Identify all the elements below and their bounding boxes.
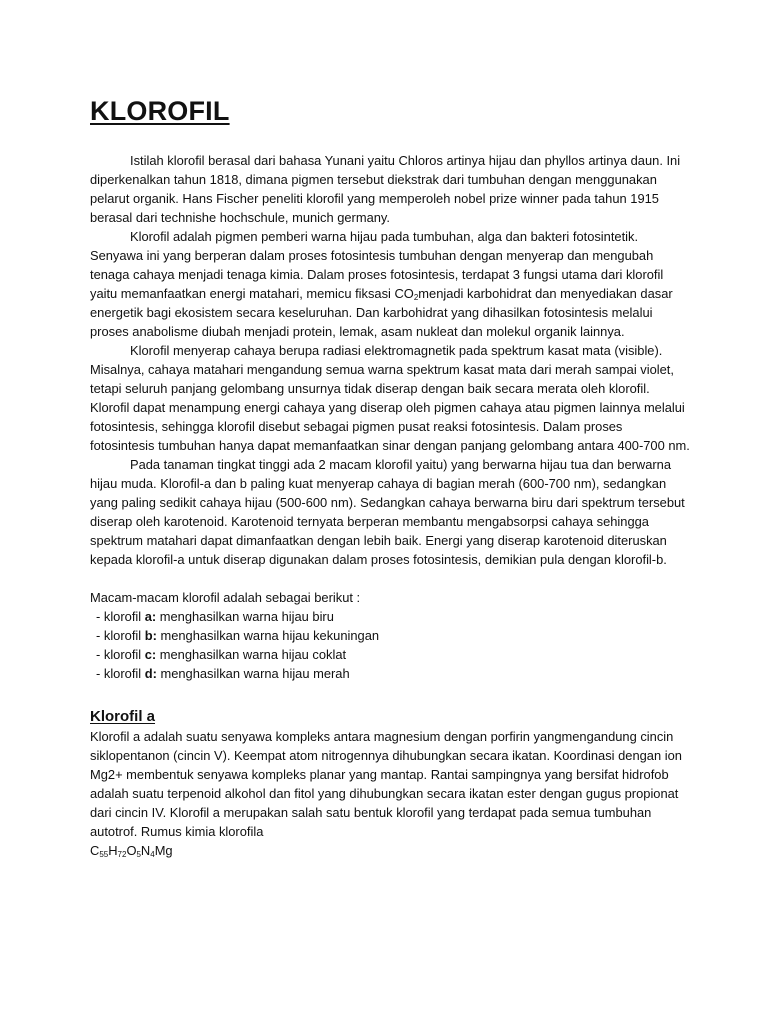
- paragraph-2-text-a: Klorofil adalah pigmen pemberi warna hijau pada tumbuhan, alga dan bakteri fotosintetik. Senyawa ini yang berperan dalam proses fotosintesis tumbuhan dengan menyerap dan mengubah tenaga cahaya menjadi tenaga kimia. Dalam proses fotosintesis, terdapat 3 fungsi utama dari klorofil yaitu memanfaatkan energi matahari, memicu fiksasi CO: [90, 229, 664, 301]
- paragraph-2: [90, 227, 690, 341]
- list-item-prefix: - klorofil: [96, 647, 145, 662]
- list-item-desc: menghasilkan warna hijau coklat: [156, 647, 347, 662]
- list-item: [96, 664, 690, 683]
- formula-element: O: [126, 843, 137, 858]
- section-heading-klorofil-a: Klorofil a: [90, 708, 156, 725]
- paragraph-1: Istilah klorofil berasal dari bahasa Yunani yaitu Chloros artinya hijau dan phyllos artinya daun. Ini diperkenalkan tahun 1818, dimana pigmen tersebut diekstrak dari tumbuhan dengan menggunakan pelarut organik. Hans Fischer peneliti klorofil yang memperoleh nobel prize winner pada tahun 1915 berasal dari technishe hochschule, munich germany.: [90, 153, 681, 225]
- document-title: KLOROFIL: [90, 96, 230, 126]
- list-item-prefix: - klorofil: [96, 609, 145, 624]
- formula-element: H: [108, 843, 118, 858]
- list-item-desc: menghasilkan warna hijau kekuningan: [156, 628, 380, 643]
- list-item-desc: menghasilkan warna hijau biru: [156, 609, 334, 624]
- formula-element: N: [140, 843, 151, 858]
- list-item-term: c:: [144, 647, 157, 662]
- list-item-prefix: - klorofil: [96, 666, 145, 681]
- formula-count: 5: [136, 850, 141, 859]
- paragraph-2-text-b: menjadi karbohidrat dan menyediakan dasar energetik bagi ekosistem secara keseluruhan. Dan karbohidrat yang dihasilkan fotosintesis melalui proses anabolisme diubah menjadi protein, lemak, asam nukleat dan molekul organik lainnya.: [90, 286, 673, 339]
- list-item-desc: menghasilkan warna hijau merah: [156, 666, 350, 681]
- section-a-body: [90, 727, 690, 860]
- list-item: [96, 607, 690, 626]
- section-a-text: Klorofil a adalah suatu senyawa kompleks antara magnesium dengan porfirin yangmengandung cincin siklopentanon (cincin V). Keempat atom nitrogennya dihubungkan secara ikatan. Koordinasi dengan ion Mg2+ membentuk senyawa kompleks planar yang mantap. Rantai sampingnya yang bersifat hidrofob adalah suatu terpenoid alkohol dan fitol yang dihubungkan secara ikatan ester dengan gugus propionat dari cincin IV. Klorofil a merupakan salah satu bentuk klorofil yang terdapat pada semua tumbuhan autotrof. Rumus kimia klorofila: [90, 729, 682, 839]
- formula-element: C: [90, 843, 100, 858]
- chemical-formula: [90, 843, 173, 858]
- paragraph-4: Pada tanaman tingkat tinggi ada 2 macam klorofil yaitu) yang berwarna hijau tua dan berwarna hijau muda. Klorofil-a dan b paling kuat menyerap cahaya di bagian merah (600-700 nm), sedangkan yang paling sedikit cahaya hijau (500-600 nm). Sedangkan cahaya berwarna biru dari spektrum tersebut diserap oleh karotenoid. Karotenoid ternyata berperan membantu mengabsorpsi cahaya sehingga spektrum matahari dapat dimanfaatkan dengan lebih baik. Energi yang diserap karotenoid diteruskan kepada klorofil-a untuk diserap digunakan dalam proses fotosintesis, demikian pula dengan klorofil-b.: [90, 457, 685, 567]
- list-intro: Macam-macam klorofil adalah sebagai berikut :: [90, 590, 361, 605]
- co2-subscript: 2: [413, 293, 419, 302]
- list-item-term: a:: [144, 609, 157, 624]
- list-item-term: d:: [144, 666, 157, 681]
- chlorophyll-types-list: [90, 607, 690, 683]
- formula-element: Mg: [154, 843, 173, 858]
- list-item: [96, 645, 690, 664]
- formula-count: 72: [117, 850, 127, 859]
- list-item-term: b:: [144, 628, 157, 643]
- formula-count: 4: [150, 850, 155, 859]
- list-item: [96, 626, 690, 645]
- formula-count: 55: [99, 850, 109, 859]
- list-item-prefix: - klorofil: [96, 628, 145, 643]
- paragraph-3: Klorofil menyerap cahaya berupa radiasi elektromagnetik pada spektrum kasat mata (visible). Misalnya, cahaya matahari mengandung semua warna spektrum kasat mata dari merah sampai violet, tetapi seluruh panjang gelombang unsurnya tidak diserap dengan baik secara merata oleh klorofil. Klorofil dapat menampung energi cahaya yang diserap oleh pigmen cahaya atau pigmen lainnya melalui fotosintesis, sehingga klorofil disebut sebagai pigmen pusat reaksi fotosintesis. Dalam proses fotosintesis tumbuhan hanya dapat memanfaatkan sinar dengan panjang gelombang antara 400-700 nm.: [90, 343, 690, 453]
